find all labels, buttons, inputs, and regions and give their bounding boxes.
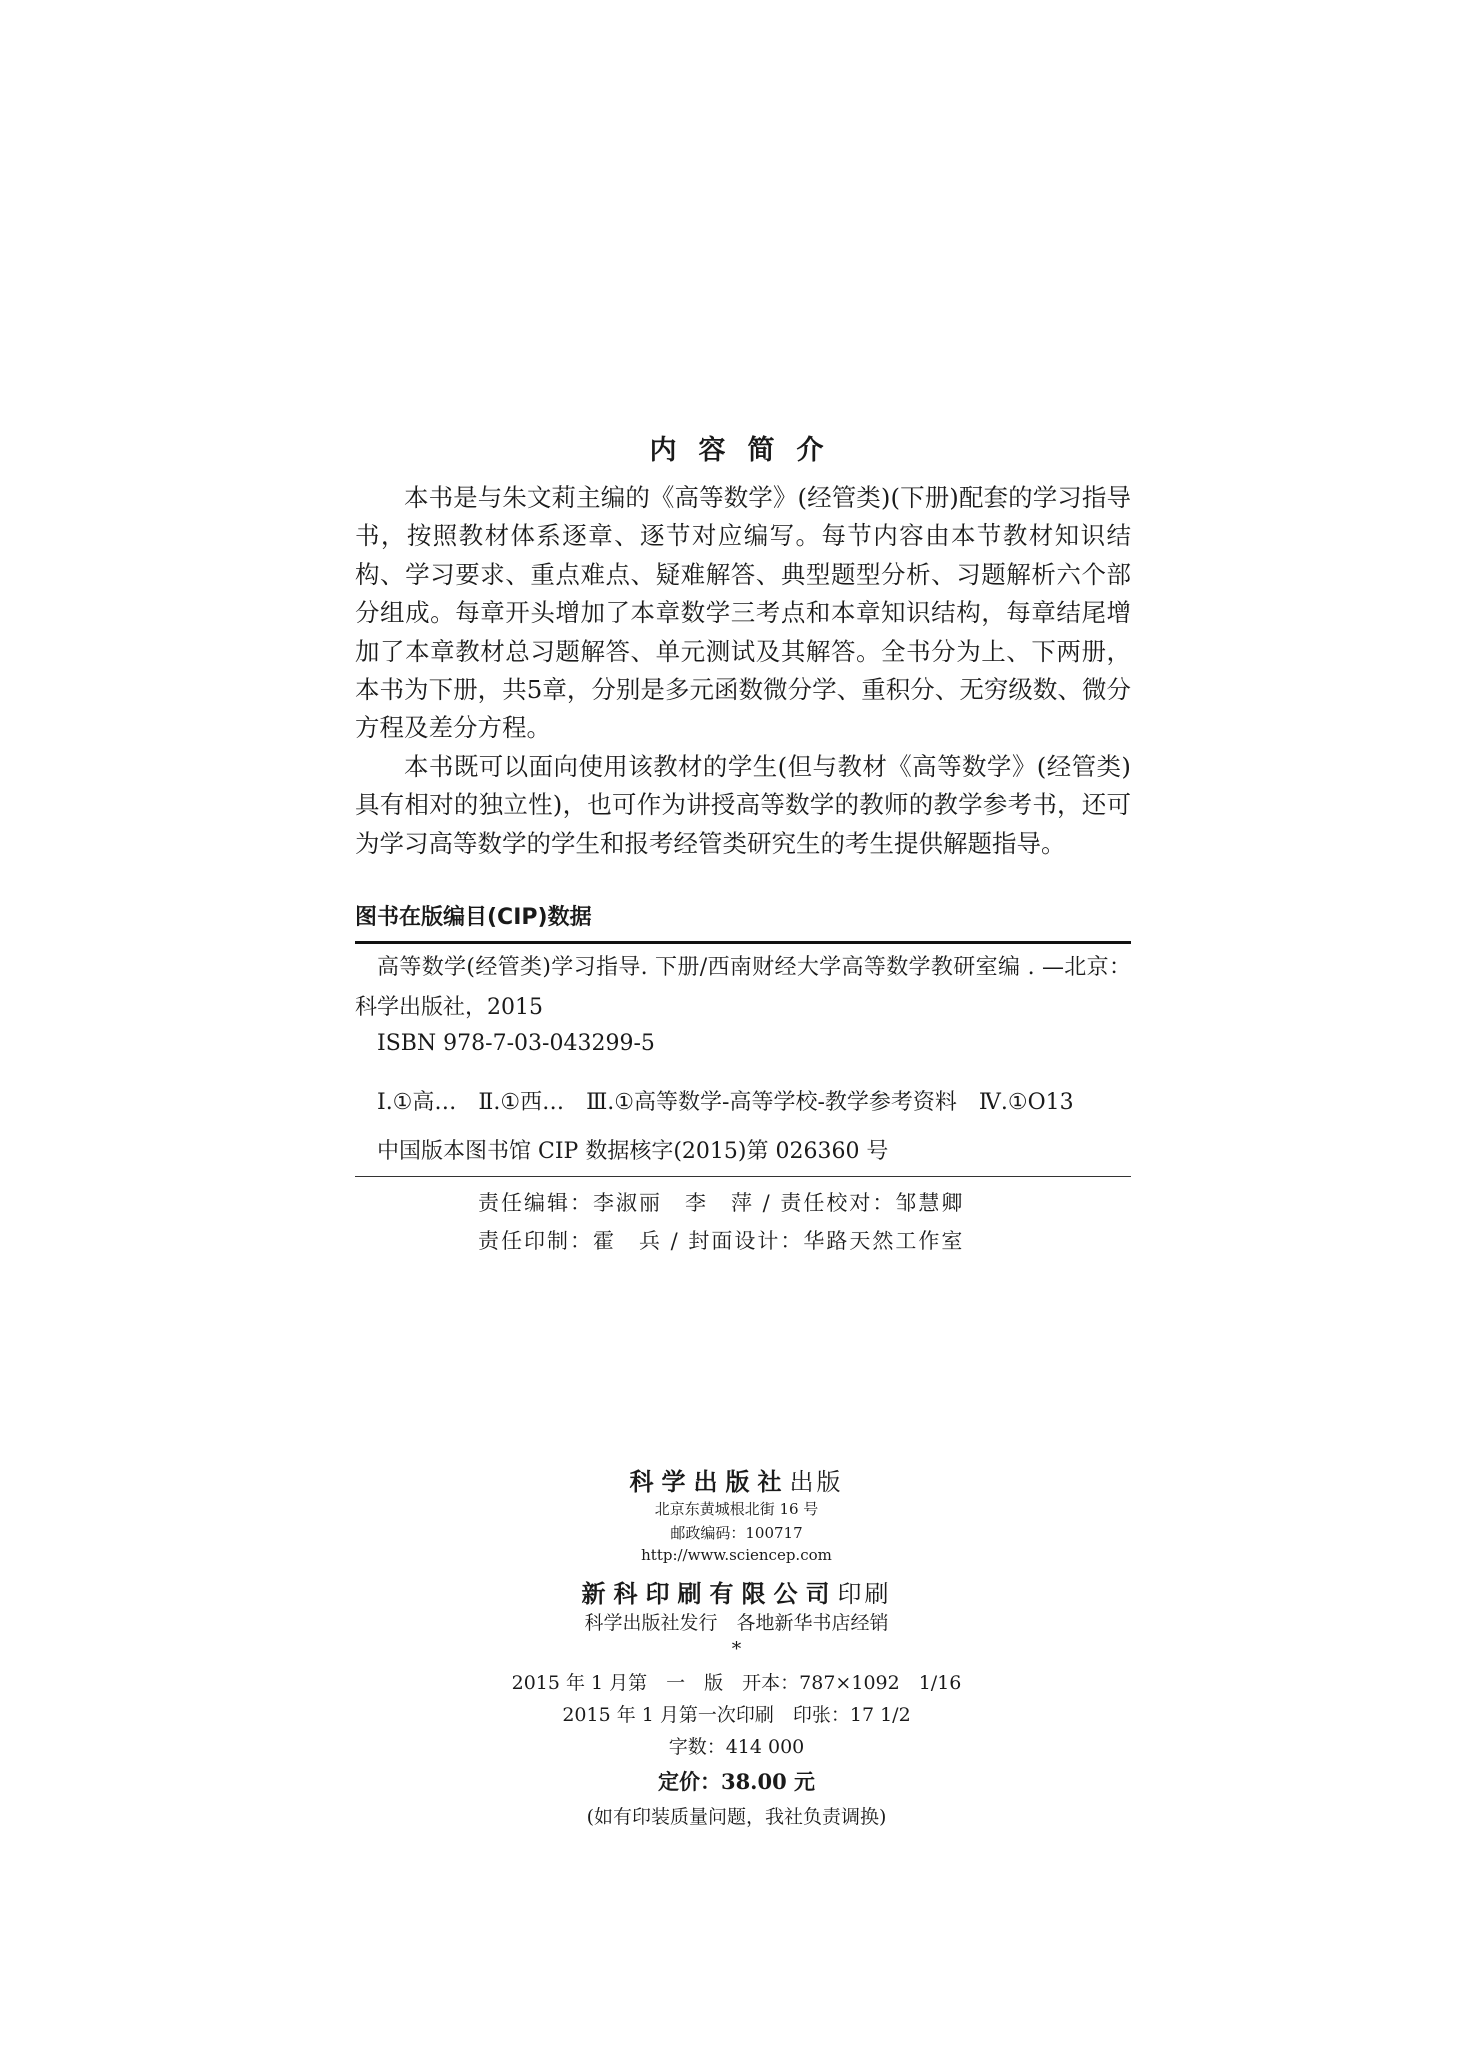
cip-heading: 图书在版编目(CIP)数据: [355, 905, 592, 930]
publisher-address: 北京东黄城根北街 16 号: [654, 1500, 819, 1518]
cip-isbn: ISBN 978-7-03-043299-5: [377, 1031, 655, 1056]
printing-line: 2015 年 1 月第一次印刷 印张：17 1/2: [562, 1704, 911, 1726]
word-count: 字数：414 000: [668, 1736, 805, 1758]
printer-name: 新科印刷有限公司: [581, 1579, 838, 1608]
credits-editors: 责任编辑：李淑丽 李 萍 / 责任校对：邹慧卿: [478, 1191, 965, 1215]
edition-line: 2015 年 1 月第 一 版 开本：787×1092 1/16: [511, 1672, 962, 1694]
cip-top-rule: [355, 941, 1131, 944]
publisher-url: http://www.sciencep.com: [641, 1546, 832, 1564]
cip-classification: Ⅰ.①高… Ⅱ.①西… Ⅲ.①高等数学-高等学校-教学参考资料 Ⅳ.①O13: [377, 1090, 1074, 1115]
separator-star: *: [731, 1638, 742, 1660]
printer-action: 印刷: [837, 1580, 892, 1608]
intro-paragraph-2: 本书既可以面向使用该教材的学生(但与教材《高等数学》(经管类)具有相对的独立性)，也可作为讲授高等数学的教师的教学参考书，还可为学习高等数学的学生和报考经管类研究生的考生提供解题指导。: [355, 751, 1131, 858]
cip-bottom-rule: [355, 1176, 1131, 1177]
credits-production: 责任印制：霍 兵 / 封面设计：华路天然工作室: [478, 1229, 965, 1253]
price: 定价：38.00 元: [657, 1769, 816, 1794]
printer-line: [0, 1574, 1473, 1609]
publisher-line: [0, 1462, 1473, 1497]
cip-main-entry: [355, 948, 1131, 1028]
quality-notice: (如有印装质量问题，我社负责调换): [586, 1806, 887, 1828]
cip-main-text: 高等数学(经管类)学习指导. 下册/西南财经大学高等数学教研室编 . —北京：科学出版社，2015: [355, 955, 1131, 1020]
publisher-postcode: 邮政编码：100717: [670, 1524, 803, 1542]
page-title: 内容简介: [649, 435, 846, 466]
cip-record-number: 中国版本图书馆 CIP 数据核字(2015)第 026360 号: [377, 1139, 889, 1164]
publisher-action: 出版: [789, 1468, 844, 1496]
distribution-line: 科学出版社发行 各地新华书店经销: [584, 1612, 889, 1634]
intro-paragraph-1: 本书是与朱文莉主编的《高等数学》(经管类)(下册)配套的学习指导书，按照教材体系逐章、逐节对应编写。每节内容由本节教材知识结构、学习要求、重点难点、疑难解答、典型题型分析、习题解析六个部分组成。每章开头增加了本章数学三考点和本章知识结构，每章结尾增加了本章教材总习题解答、单元测试及其解答。全书分为上、下两册，本书为下册，共5章，分别是多元函数微分学、重积分、无穷级数、微分方程及差分方程。: [355, 483, 1131, 743]
intro-body: [355, 479, 1131, 863]
publisher-name: 科学出版社: [629, 1467, 790, 1496]
